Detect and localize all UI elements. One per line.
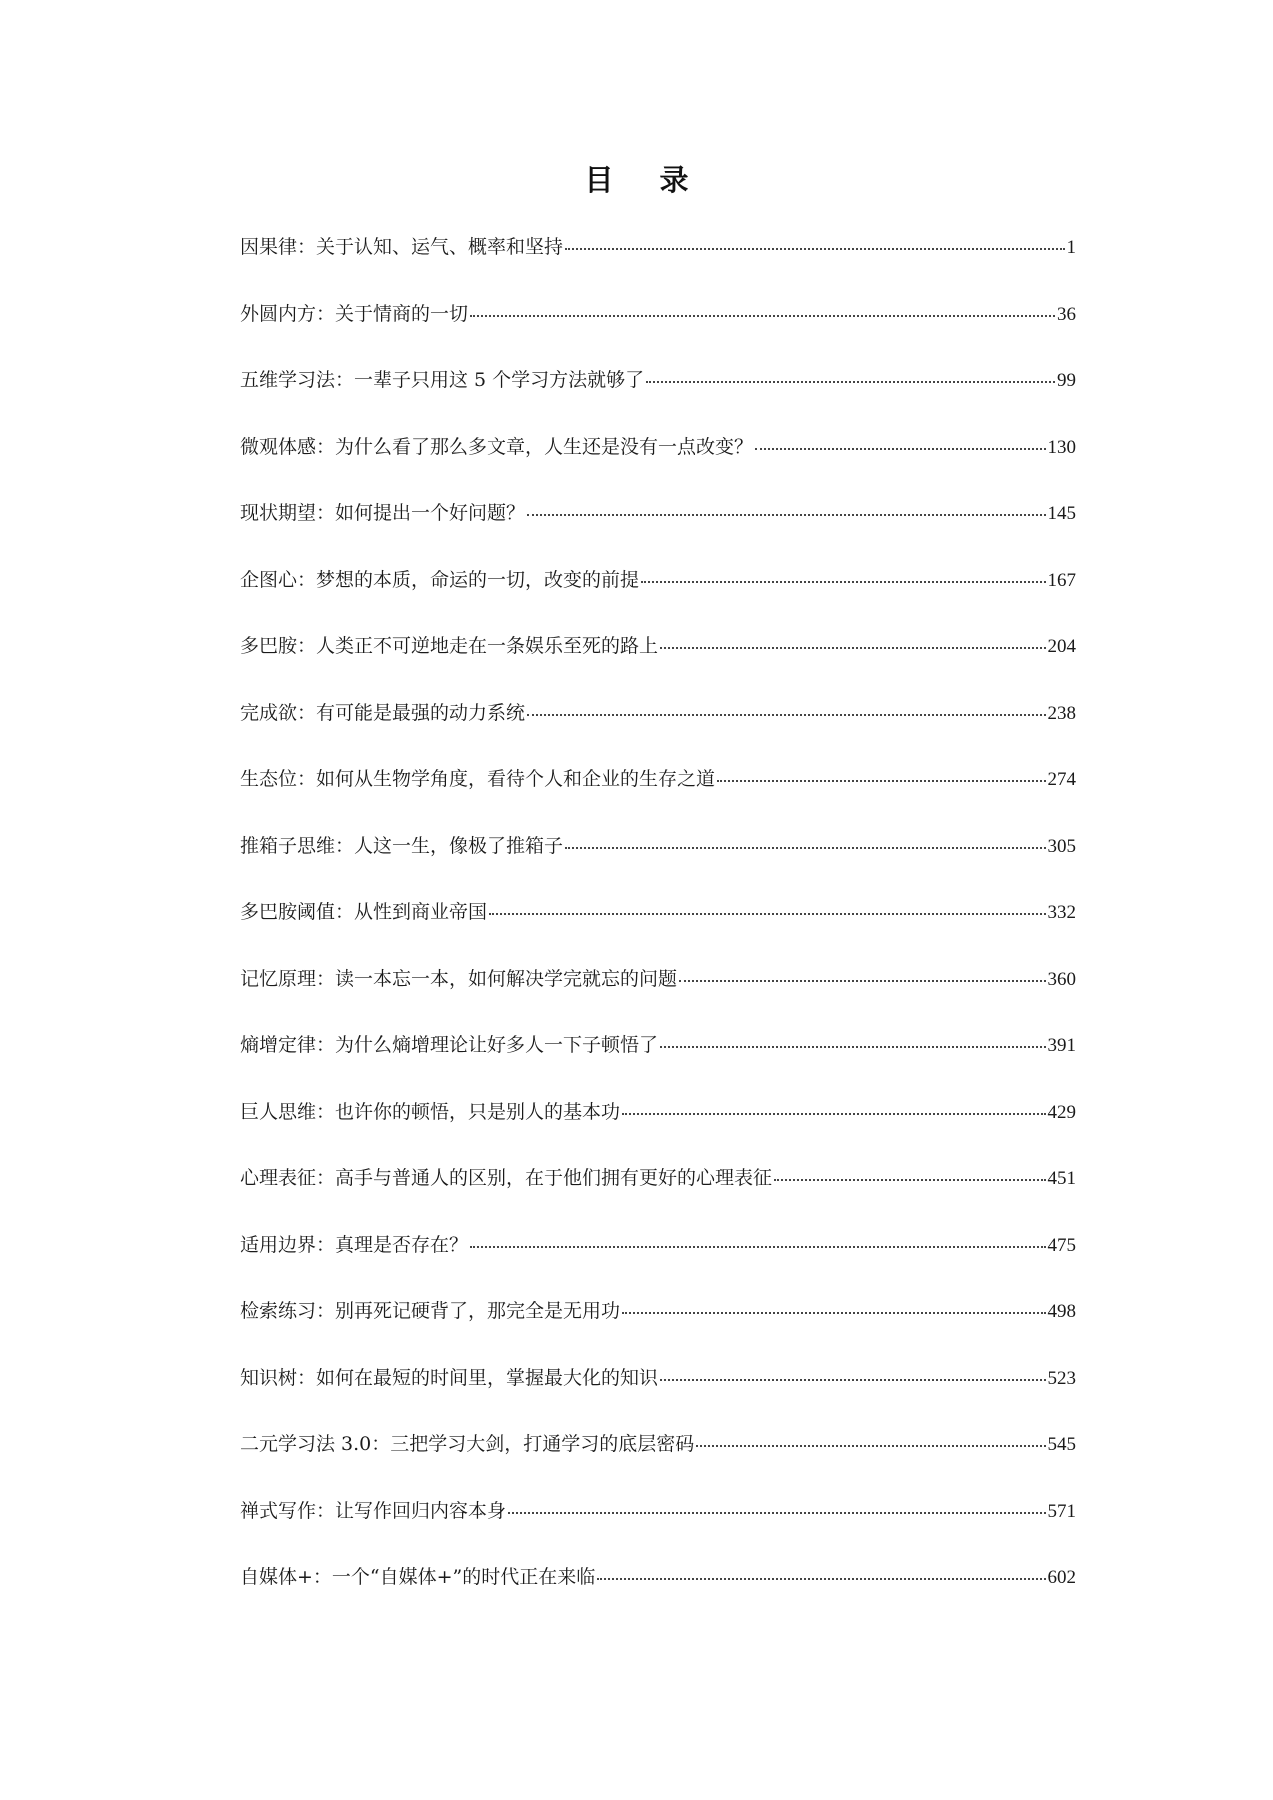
toc-page-number: 167: [1047, 569, 1076, 591]
dot-leader: [470, 1245, 1045, 1248]
toc-page-number: 391: [1047, 1035, 1076, 1056]
toc-entry-11[interactable]: [240, 897, 1076, 964]
toc-page-number: 545: [1047, 1434, 1076, 1455]
toc-entry-title: 企图心：梦想的本质，命运的一切，改变的前提: [240, 568, 640, 591]
dot-leader: [717, 779, 1045, 782]
toc-entry-19[interactable]: [240, 1429, 1076, 1496]
toc-entry-title: 因果律：关于认知、运气、概率和坚持: [240, 236, 564, 258]
toc-page-number: 475: [1047, 1234, 1076, 1256]
toc-entry-title: 五维学习法：一辈子只用这 5 个学习方法就够了: [240, 369, 645, 391]
toc-page-number: 145: [1047, 503, 1076, 524]
toc-entry-title: 记忆原理：读一本忘一本，如何解决学完就忘的问题: [240, 967, 678, 990]
dot-leader: [489, 912, 1045, 915]
toc-entry-title: 多巴胺阈值：从性到商业帝国: [240, 901, 488, 923]
toc-page-number: 204: [1047, 636, 1076, 657]
toc-entry-10[interactable]: [240, 831, 1076, 898]
toc-entry-8[interactable]: [240, 698, 1076, 765]
dot-leader: [470, 314, 1055, 317]
toc-entry-title: 完成欲：有可能是最强的动力系统: [240, 701, 526, 724]
toc-page-number: 130: [1047, 436, 1076, 458]
dot-leader: [774, 1178, 1045, 1181]
toc-entry-title: 生态位：如何从生物学角度，看待个人和企业的生存之道: [240, 768, 716, 790]
toc-page-number: 332: [1047, 902, 1076, 923]
toc-entry-13[interactable]: [240, 1030, 1076, 1097]
toc-entry-21[interactable]: [240, 1562, 1076, 1629]
toc-entry-title: 巨人思维：也许你的顿悟，只是别人的基本功: [240, 1100, 621, 1123]
dot-leader: [679, 979, 1045, 982]
toc-page-number: 451: [1047, 1168, 1076, 1189]
dot-leader: [622, 1112, 1045, 1115]
dot-leader: [660, 1378, 1045, 1381]
toc-page-number: 36: [1057, 303, 1076, 325]
toc-entry-15[interactable]: [240, 1163, 1076, 1230]
toc-entry-title: 检索练习：别再死记硬背了，那完全是无用功: [240, 1300, 621, 1322]
toc-entry-2[interactable]: [240, 299, 1076, 366]
dot-leader: [597, 1577, 1045, 1580]
toc-page-number: 523: [1047, 1367, 1076, 1389]
toc-entry-16[interactable]: [240, 1230, 1076, 1297]
toc-entry-12[interactable]: [240, 964, 1076, 1031]
dot-leader: [641, 580, 1045, 583]
toc-page-number: 99: [1057, 370, 1076, 391]
toc-page-number: 238: [1047, 702, 1076, 724]
dot-leader: [622, 1311, 1045, 1314]
toc-entry-title: 现状期望：如何提出一个好问题？: [240, 502, 526, 524]
toc-entry-title: 知识树：如何在最短的时间里，掌握最大化的知识: [240, 1366, 659, 1389]
toc-entry-7[interactable]: [240, 631, 1076, 698]
toc-entry-6[interactable]: [240, 565, 1076, 632]
toc-entry-4[interactable]: [240, 432, 1076, 499]
dot-leader: [508, 1511, 1045, 1514]
dot-leader: [646, 380, 1055, 383]
toc-entry-5[interactable]: [240, 498, 1076, 565]
toc-page-number: 602: [1047, 1567, 1076, 1588]
toc-page-number: 1: [1066, 237, 1076, 258]
toc-entry-title: 推箱子思维：人这一生，像极了推箱子: [240, 834, 564, 857]
toc-entry-3[interactable]: [240, 365, 1076, 432]
toc-entry-title: 适用边界：真理是否存在？: [240, 1233, 469, 1256]
toc-entry-title: 多巴胺：人类正不可逆地走在一条娱乐至死的路上: [240, 635, 659, 657]
toc-entry-title: 二元学习法 3.0：三把学习大剑，打通学习的底层密码: [240, 1433, 695, 1455]
toc-entry-title: 外圆内方：关于情商的一切: [240, 302, 469, 325]
dot-leader: [696, 1444, 1045, 1447]
toc-entry-20[interactable]: [240, 1496, 1076, 1563]
dot-leader: [527, 713, 1045, 716]
toc-entry-14[interactable]: [240, 1097, 1076, 1164]
table-of-contents: [240, 232, 1076, 1629]
toc-entry-title: 自媒体+：一个“自媒体+”的时代正在来临: [240, 1566, 596, 1588]
toc-entry-9[interactable]: [240, 764, 1076, 831]
toc-entry-title: 熵增定律：为什么熵增理论让好多人一下子顿悟了: [240, 1034, 659, 1056]
dot-leader: [660, 646, 1045, 649]
toc-page-number: 429: [1047, 1101, 1076, 1123]
page-title: 目 录: [584, 163, 707, 197]
dot-leader: [565, 247, 1064, 250]
dot-leader: [660, 1045, 1045, 1048]
toc-entry-title: 微观体感：为什么看了那么多文章，人生还是没有一点改变？: [240, 435, 754, 458]
toc-page-number: 305: [1047, 835, 1076, 857]
toc-entry-18[interactable]: [240, 1363, 1076, 1430]
dot-leader: [565, 846, 1045, 849]
toc-page-number: 274: [1047, 769, 1076, 790]
toc-entry-1[interactable]: [240, 232, 1076, 299]
toc-page-number: 360: [1047, 968, 1076, 990]
toc-entry-title: 心理表征：高手与普通人的区别，在于他们拥有更好的心理表征: [240, 1167, 773, 1189]
dot-leader: [527, 513, 1045, 516]
toc-page-number: 498: [1047, 1301, 1076, 1322]
toc-entry-17[interactable]: [240, 1296, 1076, 1363]
toc-entry-title: 禅式写作：让写作回归内容本身: [240, 1499, 507, 1522]
dot-leader: [755, 447, 1045, 450]
toc-page-number: 571: [1047, 1500, 1076, 1522]
